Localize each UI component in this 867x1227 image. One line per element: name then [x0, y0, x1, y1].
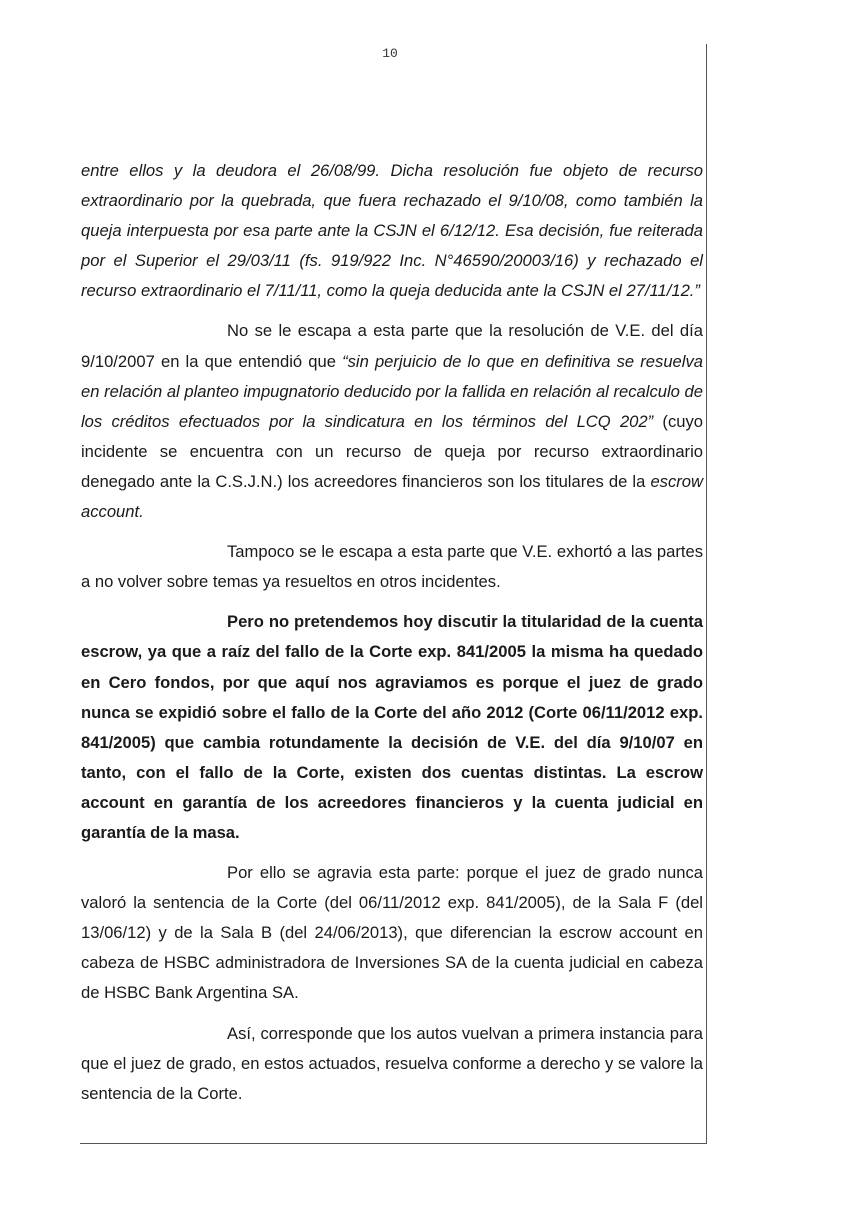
paragraph-resolution-intro: No se le escapa a esta parte que la resolución de V.E. del día 9/10/2007 en la que entendió que [81, 321, 703, 371]
paragraph-main-argument: Pero no pretendemos hoy discutir la titularidad de la cuenta escrow, ya que a raíz del fallo de la Corte exp. 841/2005 la misma ha quedado en Cero fondos, por que aquí nos agraviamos es porque el juez de grado nunca se expidió sobre el fallo de la Corte del año 2012 (Corte 06/11/2012 exp. 841/2005) que cambia rotundamente la decisión de V.E. del día 9/10/07 en tanto, con el fallo de la Corte, existen dos cuentas distintas. La escrow account en garantía de los acreedores financieros y la cuenta judicial en garantía de la masa. [81, 612, 703, 842]
page-number: 10 [382, 46, 398, 61]
paragraph-resolution-body: (cuyo incidente se encuentra con un recurso de queja por recurso extraordinario denegado ante la C.S.J.N.) los acreedores financieros son los titulares de la [81, 411, 703, 491]
paragraph-exhortation: Tampoco se le escapa a esta parte que V.E. exhortó a las partes a no volver sobre temas ya resueltos en otros incidentes. [81, 542, 703, 592]
paragraph-grievance: Por ello se agravia esta parte: porque el juez de grado nunca valoró la sentencia de la Corte (del 06/11/2012 exp. 841/2005), de la Sala F (del 13/06/12) y de la Sala B (del 24/06/2013), que diferencian la escrow account en cabeza de HSBC administradora de Inversiones SA de la cuenta judicial en cabeza de HSBC Bank Argentina SA. [81, 863, 703, 1003]
paragraph-resolution [81, 316, 703, 527]
paragraph-quote-continuation: entre ellos y la deudora el 26/08/99. Dicha resolución fue objeto de recurso extraordinario por la quebrada, que fuera rechazado el 9/10/08, como también la queja interpuesta por esa parte ante la CSJN el 6/12/12. Esa decisión, fue reiterada por el Superior el 29/03/11 (fs. 919/922 Inc. N°46590/20003/16) y rechazado el recurso extraordinario el 7/11/11, como la queja deducida ante la CSJN el 27/11/12.” [81, 161, 703, 301]
paragraph-conclusion: Así, corresponde que los autos vuelvan a primera instancia para que el juez de grado, en estos actuados, resuelva conforme a derecho y se valore la sentencia de la Corte. [81, 1023, 703, 1103]
bottom-rule [80, 1143, 707, 1144]
paragraph-resolution-term: escrow account. [81, 471, 703, 522]
body-text [81, 156, 703, 1109]
right-margin-rule [706, 44, 707, 1144]
paragraph-resolution-quote: “sin perjuicio de lo que en definitiva se resuelva en relación al planteo impugnatorio deducido por la fallida en relación al recalculo de los créditos efectuados por la sindicatura en los términos del LCQ 202” [81, 351, 703, 431]
